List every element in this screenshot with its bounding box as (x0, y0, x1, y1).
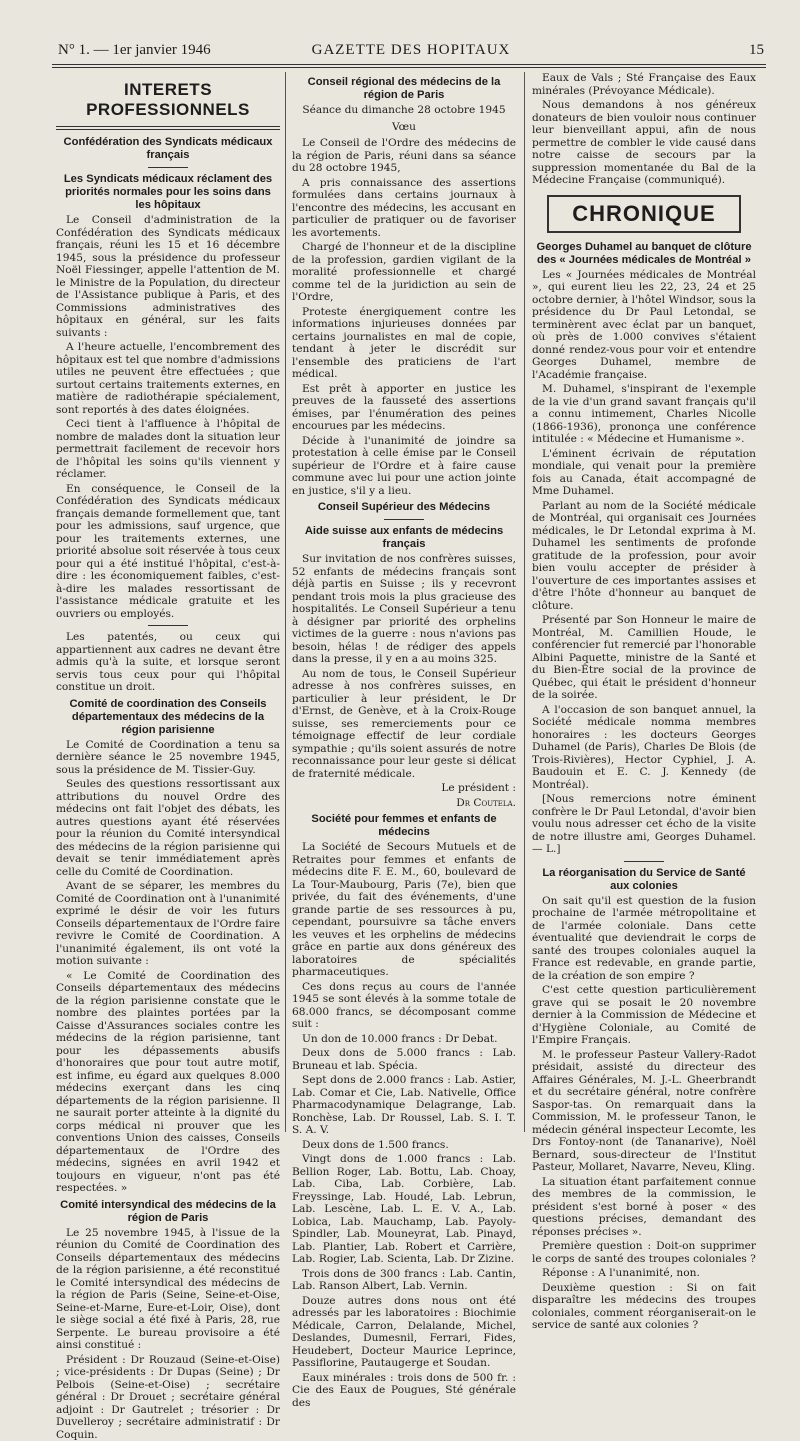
paragraph: Première question : Doit-on supprimer le corps de santé des troupes coloniales ? (532, 1240, 756, 1265)
paragraph: A pris connaissance des assertions formulées dans certains journaux à l'encontre des médecins, les accusant en particulier de pratiquer ou de favoriser les avortements. (292, 177, 516, 240)
issue-date: N° 1. — 1er janvier 1946 (58, 42, 211, 59)
paragraph: Proteste énergiquement contre les informations injurieuses données par certains journalistes en mal de copie, tendant à jeter le discrédit sur l'ensemble des praticiens de l'art médical. (292, 306, 516, 381)
separator (148, 167, 188, 168)
paragraph: Deux dons de 1.500 francs. (292, 1139, 516, 1152)
chronique-banner: CHRONIQUE (547, 195, 741, 233)
paragraph: Seules des questions ressortissant aux attributions du nouvel Ordre des médecins ont fait l'objet des débats, les autres questions ayant été réservées pour la réunion du Comité intersyndical des médecins de la région parisienne qui devait se tenir immédiatement après celle du Comité de Coordination. (56, 778, 280, 878)
article-subtitle: Séance du dimanche 28 octobre 1945 (292, 104, 516, 117)
paragraph: Réponse : A l'unanimité, non. (532, 1267, 756, 1280)
article-subtitle: Vœu (292, 121, 516, 134)
paragraph: Vingt dons de 1.000 francs : Lab. Bellion Roger, Lab. Bottu, Lab. Choay, Lab. Ciba, Lab. Corbière, Lab. Freyssinge, Lab. Houdé, Lab. Lebrun, Lab. Lescène, Lab. L. E. V. A., Lab. Lobica, Lab. Mauchamp, Lab. Payoly-Spindler, Lab. Mouneyrat, Lab. Pinayd, Lab. Plantier, Lab. Robert et Carrière, Lab. Rogier, Lab. Scienta, Lab. Dr Zizine. (292, 1153, 516, 1266)
article-subtitle: Aide suisse aux enfants de médecins français (292, 525, 516, 551)
paragraph: « Le Comité de Coordination des Conseils départementaux des médecins de la région parisienne constate que le nombre des plaintes portées par la Caisse d'Assurances sociales contre les médecins de la région parisienne, tant pour les dépassements abusifs d'honoraires que pour tout autre motif, est infime, eu égard aux quelques 8.000 médecins exerçant dans les cinq départements de la région parisienne. Il ne saurait porter atteinte à la dignité du corps médical ni prouver que les conventions Union des caisses, Conseils départementaux de l'Ordre des médecins, signées en avril 1942 et toujours en vigueur, n'ont pas été respectées. » (56, 970, 280, 1195)
paragraph: On sait qu'il est question de la fusion prochaine de l'armée métropolitaine et de l'armée coloniale. Dans cette éventualité que deviendrait le corps de santé des troupes coloniales auquel la France est redevable, en grande partie, de la création de son empire ? (532, 895, 756, 983)
article-title: Comité intersyndical des médecins de la région de Paris (56, 1199, 280, 1225)
paragraph: Le 25 novembre 1945, à l'issue de la réunion du Comité de Coordination des Conseils départementaux des médecins de la région parisienne, a été reconstitué le Comité intersyndical des médecins de la région de Paris (Seine, Seine-et-Oise, Seine-et-Marne, Eure-et-Loir, Oise), dont le siège social a été fixé à Paris, 28, rue Serpente. Le bureau provisoire a été ainsi constitué : (56, 1227, 280, 1352)
double-rule (56, 126, 280, 130)
article-title: Les Syndicats médicaux réclament des priorités normales pour les soins dans les hôpitaux (56, 173, 280, 212)
paragraph: Deuxième question : Si on fait disparaître les médecins des troupes coloniales, comment réorganiserait-on le service de santé aux colonies ? (532, 1282, 756, 1332)
paragraph: [Nous remercions notre éminent confrère le Dr Paul Letondal, d'avoir bien voulu nous adresser cet écho de la visite de notre illustre ami, Georges Duhamel. — L.] (532, 793, 756, 856)
paragraph: Les « Journées médicales de Montréal », qui eurent lieu les 22, 23, 24 et 25 octobre dernier, à l'hôtel Windsor, sous la présidence du Dr Paul Letondal, se terminèrent avec éclat par un banquet, où près de 1.000 convives s'étaient donné rendez-vous pour voir et entendre Georges Duhamel, membre de l'Académie française. (532, 269, 756, 382)
paragraph: En conséquence, le Conseil de la Confédération des Syndicats médicaux français demande formellement que, tant pour les admissions, sauf urgence, que pour les traitements externes, une priorité absolue soit réservée à tous ceux pour qui a été institué l'hôpital, c'est-à-dire : les économiquement faibles, c'est-à-dire les malades ressortissant de l'assistance médicale gratuite et les ouvriers ou employés. (56, 483, 280, 621)
header-rule (52, 67, 766, 68)
paragraph: La situation étant parfaitement connue des membres de la commission, le président s'est borné à poser « des questions précises, demandant des réponses précises ». (532, 1176, 756, 1239)
paragraph: Douze autres dons nous ont été adressés par les laboratoires : Biochimie Médicale, Carron, Delalande, Michel, Deslandes, Dumesnil, Ferrari, Fides, Heudebert, Docteur Maurice Leprince, Passiflorine, Pautaugerge et Soudan. (292, 1295, 516, 1370)
signature: Le président : (292, 782, 516, 795)
article-title: Conseil régional des médecins de la région de Paris (292, 76, 516, 102)
paragraph: M. le professeur Pasteur Vallery-Radot présidait, assisté du directeur des Affaires Générales, M. J.-L. Gheerbrandt et du secrétaire général, notre confrère Saspor-tas. On remarquait dans la Commission, M. le professeur Tanon, le médecin général inspecteur Lecomte, les Drs Fontoy-nont (de Tananarive), Noël Bernard, sous-directeur de l'Institut Pasteur, Mollaret, Navarre, Neveu, Kling. (532, 1049, 756, 1174)
paragraph: Président : Dr Rouzaud (Seine-et-Oise) ; vice-présidents : Dr Dupas (Seine) ; Dr Pelbois (Seine-et-Oise) ; secrétaire général : Dr Drouet ; secrétaire général adjoint : Dr Gautrelet ; trésorier : Dr Duvelleroy ; secrétaire administratif : Dr Coquin. (56, 1354, 280, 1441)
paragraph: Un don de 10.000 francs : Dr Debat. (292, 1033, 516, 1046)
paragraph: Le Conseil d'administration de la Confédération des Syndicats médicaux français, réuni les 15 et 16 décembre 1945, sous la présidence du professeur Noël Fiessinger, appelle l'attention de M. le Ministre de la Population, du directeur de l'Assistance publique à Paris, et des Commissions administratives des hôpitaux en général, sur les faits suivants : (56, 214, 280, 339)
paragraph: Le Comité de Coordination a tenu sa dernière séance le 25 novembre 1945, sous la présidence de M. Tissier-Guy. (56, 739, 280, 777)
separator (148, 625, 188, 626)
paragraph: Nous demandons à nos généreux donateurs de bien vouloir nous continuer leur bienveillant appui, afin de nous permettre de combler le vide causé dans notre caisse de secours par la suppression momentanée du Bal de la Médecine Française (communiqué). (532, 99, 756, 187)
paragraph: Deux dons de 5.000 francs : Lab. Bruneau et lab. Spécia. (292, 1047, 516, 1072)
article-title: La réorganisation du Service de Santé aux colonies (532, 867, 756, 893)
paragraph: Chargé de l'honneur et de la discipline de la profession, gardien vigilant de la moralité professionnelle et chargé comme tel de la juridiction au sein de l'Ordre, (292, 241, 516, 304)
paragraph: C'est cette question particulièrement grave qui se posait le 20 novembre dernier à la Commission de Médecine et d'Hygiène Coloniale, au Comité de l'Empire Français. (532, 984, 756, 1047)
paragraph: Est prêt à apporter en justice les preuves de la fausseté des assertions émises, par l'énumération des peines encourues par les médecins. (292, 383, 516, 433)
paragraph: Eaux de Vals ; Sté Française des Eaux minérales (Prévoyance Médicale). (532, 72, 756, 97)
paragraph: Ceci tient à l'affluence à l'hôpital de nombre de malades dont la situation leur permettrait facilement de recevoir hors de l'hôpital les soins qu'ils viennent y réclamer. (56, 418, 280, 481)
subsection-heading: Confédération des Syndicats médicaux français (56, 136, 280, 162)
paragraph: A l'occasion de son banquet annuel, la Société médicale nomma membres honoraires : les docteurs Georges Duhamel (de Paris), Charles De Blois (de Trois-Rivières), Hector Cyphiel, J. A. Baudouin et E. C. J. Kennedy (de Montréal). (532, 704, 756, 792)
paragraph: Eaux minérales : trois dons de 500 fr. : Cie des Eaux de Pougues, Sté générale des (292, 1372, 516, 1410)
paragraph: M. Duhamel, s'inspirant de l'exemple de la vie d'un grand savant français qu'il a connu intimement, Charles Nicolle (1866-1936), prononça une conférence intitulée : « Médecine et Humanisme ». (532, 383, 756, 446)
paragraph: L'éminent écrivain de réputation mondiale, qui venait pour la première fois au Canada, était accompagné de Mme Duhamel. (532, 448, 756, 498)
paragraph: Présenté par Son Honneur le maire de Montréal, M. Camillien Houde, le conférencier fut remercié par l'honorable Albini Paquette, ministre de la Santé et du Bien-Être social de la province de Québec, qui était le président d'honneur de la soirée. (532, 614, 756, 702)
paragraph: Décide à l'unanimité de joindre sa protestation à celle émise par le Conseil supérieur de l'Ordre et à faire cause commune avec lui pour une action jointe en justice, s'il y a lieu. (292, 435, 516, 498)
paragraph: Le Conseil de l'Ordre des médecins de la région de Paris, réuni dans sa séance du 28 octobre 1945, (292, 137, 516, 175)
header-rule (52, 64, 766, 65)
article-title: Conseil Supérieur des Médecins (292, 501, 516, 514)
column-divider (285, 72, 286, 1132)
paragraph: Sept dons de 2.000 francs : Lab. Astier, Lab. Comar et Cie, Lab. Nativelle, Office Pharmacodynamique Delagrange, Lab. Ronchèse, Lab. Dr Roussel, Lab. S. I. T. S. A. V. (292, 1074, 516, 1137)
column-3 (532, 72, 756, 1132)
article-title: Comité de coordination des Conseils départementaux des médecins de la région parisienne (56, 698, 280, 737)
paragraph: Ces dons reçus au cours de l'année 1945 se sont élevés à la somme totale de 68.000 francs, se décomposant comme suit : (292, 981, 516, 1031)
paragraph: A l'heure actuelle, l'encombrement des hôpitaux est tel que nombre d'admissions utiles ne peuvent être effectuées ; que surtout certains traitements externes, en matière de radiothérapie spécialement, sont reportés à des dates éloignées. (56, 341, 280, 416)
journal-title: GAZETTE DES HOPITAUX (58, 42, 764, 59)
paragraph: Avant de se séparer, les membres du Comité de Coordination ont à l'unanimité exprimé le désir de voir les futurs Conseils départementaux de l'Ordre faire revivre le Comité de Coordination. A l'unanimité également, ils ont voté la motion suivante : (56, 880, 280, 968)
page-header (58, 38, 764, 62)
paragraph: Sur invitation de nos confrères suisses, 52 enfants de médecins français sont déjà partis en Suisse ; ils y recevront pendant trois mois la plus gracieuse des hospitalités. Le Conseil Supérieur a tenu à désigner par priorité des orphelins victimes de la guerre : nous n'avions pas besoin, hélas ! de rédiger des appels dans la presse, il y en a au moins 325. (292, 553, 516, 666)
page-number: 15 (749, 42, 764, 59)
article-title: Georges Duhamel au banquet de clôture des « Journées médicales de Montréal » (532, 241, 756, 267)
separator (384, 519, 424, 520)
paragraph: Au nom de tous, le Conseil Supérieur adresse à nos confrères suisses, en particulier à leur président, le Dr d'Ernst, de Genève, et à la Croix-Rouge suisse, ses remerciements pour ce témoignage effectif de leur cordiale sympathie ; qu'ils soient assurés de notre reconnaissance pour leur geste si délicat de fraternité médicale. (292, 668, 516, 781)
column-divider (524, 72, 525, 1132)
paragraph: Les patentés, ou ceux qui appartiennent aux cadres ne devant être admis qu'à la suite, et lorsque seront servis tous ceux pour qui l'hôpital constitue un droit. (56, 631, 280, 694)
paragraph: Trois dons de 300 francs : Lab. Cantin, Lab. Ranson Albert, Lab. Vernin. (292, 1268, 516, 1293)
paragraph: Parlant au nom de la Société médicale de Montréal, qui organisait ces Journées médicales, le Dr Letondal exprima à M. Duhamel les sentiments de profonde gratitude de la profession, pour avoir bien voulu accepter de présider à l'ouverture de ces importantes assises et d'être l'hôte d'honneur au banquet de clôture. (532, 500, 756, 613)
section-heading: INTERETS PROFESSIONNELS (56, 80, 280, 120)
signature: Dr Coutela. (292, 797, 516, 810)
paragraph: La Société de Secours Mutuels et de Retraites pour femmes et enfants de médecins dite F. E. M., 60, boulevard de La Tour-Maubourg, Paris (7e), bien que privée, du fait des événements, d'une grande partie de ses ressources à pu, cependant, poursuivre sa tâche envers les veuves et les orphelins de médecins grâce en partie aux dons généreux des laboratoires de spécialités pharmaceutiques. (292, 841, 516, 979)
separator (624, 861, 664, 862)
column-1 (56, 72, 280, 1132)
article-title: Société pour femmes et enfants de médecins (292, 813, 516, 839)
column-2 (292, 72, 516, 1132)
